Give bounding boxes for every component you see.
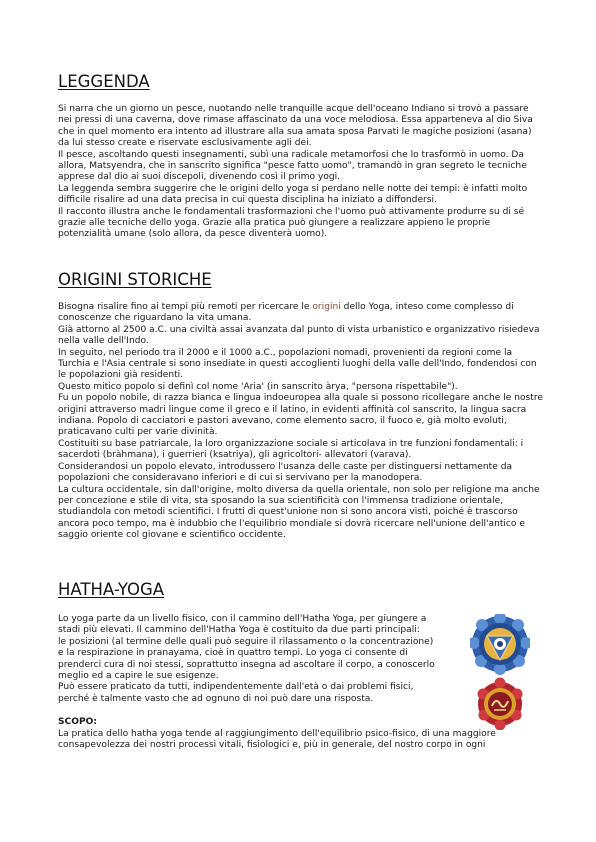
leggenda-paragraph: Si narra che un giorno un pesce, nuotando nelle tranquille acque dell'oceano Indiano si trovò a passare nei pressi di una caverna, dove rimase affascinato da una voce melodiosa. Essa apparteneva al dio Siva che in quel momento era intento ad illustrare alla sua amata sposa Parvati le magiche posizioni (asana) da lui stesso create e riservate esclusivamente agli dei.	[58, 104, 533, 149]
origini-paragraph: In seguito, nel periodo tra il 2000 e il 1000 a.C., popolazioni nomadi, provenienti da regioni come la Turchia e l'Asia centrale si sono insediate in questi accoglienti luoghi della valle dell'Indo, fondendosi con le popolazioni già residenti.	[58, 347, 537, 381]
origini-link[interactable]: origini	[312, 302, 341, 312]
origini-text: Bisogna risalire fino ai tempi più remoti per ricercare le	[58, 302, 313, 312]
section-leggenda	[58, 72, 544, 241]
origini-paragraph: Considerandosi un popolo elevato, introdussero l'usanza delle caste per distinguersi nettamente da popolazioni che consideravano inferiori e di cui si servivano per la manodopera.	[58, 461, 513, 484]
heading-hatha: HATHA-YOGA	[58, 580, 165, 599]
hatha-line: Lo yoga parte da un livello fisico, con il cammino dell'Hatha Yoga, per giungere a	[58, 614, 427, 624]
origini-paragraph: Costituiti su base patriarcale, la loro organizzazione sociale si articolava in tre funzioni fondamentali: i sacerdoti (bràhmana), i guerrieri (ksatriya), gli agricoltori- allevatori (varava).	[58, 438, 524, 461]
hatha-line: le posizioni (al termine delle quali può seguire il rilassamento o la concentrazione)	[58, 636, 434, 647]
leggenda-paragraph: La leggenda sembra suggerire che le origini dello yoga si perdano nelle notte dei tempi: è infatti molto difficile risalire ad una data precisa in cui questa disciplina ha iniziato a diffondersi.	[58, 183, 528, 206]
origini-body	[58, 302, 544, 542]
hatha-line: meglio ed a capire le sue esigenze.	[58, 671, 219, 682]
hatha-line: stadi più elevati. Il cammino dell'Hatha Yoga è costituito da due parti principali:	[58, 625, 420, 636]
origini-text: dello Yoga, inteso come complesso di conoscenze che riguardano la vita umana.	[58, 302, 514, 324]
chakra-icon	[470, 614, 530, 730]
scopo-text: La pratica dello hatha yoga tende al raggiungimento dell'equilibrio psico-fisico, di una maggiore consapevolezza dei nostri processi vitali, fisiologici e, più in generale, del nostro corpo in ogni	[58, 728, 496, 751]
origini-paragraph: La cultura occidentale, sin dall'origine, molto diversa da quella orientale, non solo per religione ma anche per concezione e stile di vita, sta sposando la sua scientificità con l'immensa tradizione orientale, studiandola con metodi scientifici. I frutti di quest'unione non si sono ancora visti, poiché è trascorso ancora poco tempo, ma è indubbio che l'equilibrio mondiale si dovrà ricercare nell'unione dell'antico e saggio oriente col giovane e scientifico occidente.	[58, 484, 540, 541]
hatha-body	[58, 614, 468, 705]
hatha-line: prenderci cura di noi stessi, soprattutto insegna ad ascoltare il corpo, a conoscerlo	[58, 659, 435, 670]
origini-paragraph: Questo mitico popolo si definì col nome 'Aria' (in sanscrito àrya, "persona rispettabile").	[58, 381, 458, 392]
origini-paragraph: Già attorno al 2500 a.C. una civiltà assai avanzata dal punto di vista urbanistico e organizzativo risiedeva nella valle dell'Indo.	[58, 324, 540, 347]
leggenda-paragraph: Il racconto illustra anche le fondamentali trasformazioni che l'uomo può attivamente produrre su di sé grazie alle tecniche dello yoga. Grazie alla pratica può giungere a realizzare appieno le proprie potenzialità umane (solo allora, da pesce diventerà uomo).	[58, 206, 525, 240]
hatha-line: perché è talmente vasto che ad ognuno di noi può dare una risposta.	[58, 693, 374, 704]
origini-paragraph	[58, 302, 544, 325]
section-origini	[58, 270, 544, 542]
scopo-label: SCOPO:	[58, 717, 97, 728]
root-chakra-icon	[478, 678, 523, 731]
chakra-illustration	[470, 614, 530, 730]
leggenda-paragraph: Il pesce, ascoltando questi insegnamenti, subì una radicale metamorfosi che lo trasformò in uomo. Da allora, Matsyendra, che in sanscrito significa "pesce fatto uomo", tramandò in gran segreto le tecniche apprese dal dio ai suoi discepoli, divenendo così il primo yogi.	[58, 149, 527, 183]
origini-paragraph: Fu un popolo nobile, di razza bianca e lingua indoeuropea alla quale si possono ricollegare anche le nostre origini attraverso madri lingue come il greco e il latino, in evidenti affinità col sanscrito, la lingua sacra indiana. Popolo di cacciatori e pastori avevano, come elemento sacro, il fuoco e, già molto evoluti, praticavano culti per varie divinità.	[58, 393, 543, 438]
heading-origini: ORIGINI STORICHE	[58, 270, 212, 289]
throat-chakra-icon	[470, 614, 530, 675]
hatha-line: e la respirazione in pranayama, cioè in quattro tempi. Lo yoga ci consente di	[58, 648, 408, 659]
leggenda-body	[58, 104, 544, 241]
hatha-line: Può essere praticato da tutti, indipendentemente dall'età o dai problemi fisici,	[58, 682, 414, 693]
heading-leggenda: LEGGENDA	[58, 72, 150, 91]
